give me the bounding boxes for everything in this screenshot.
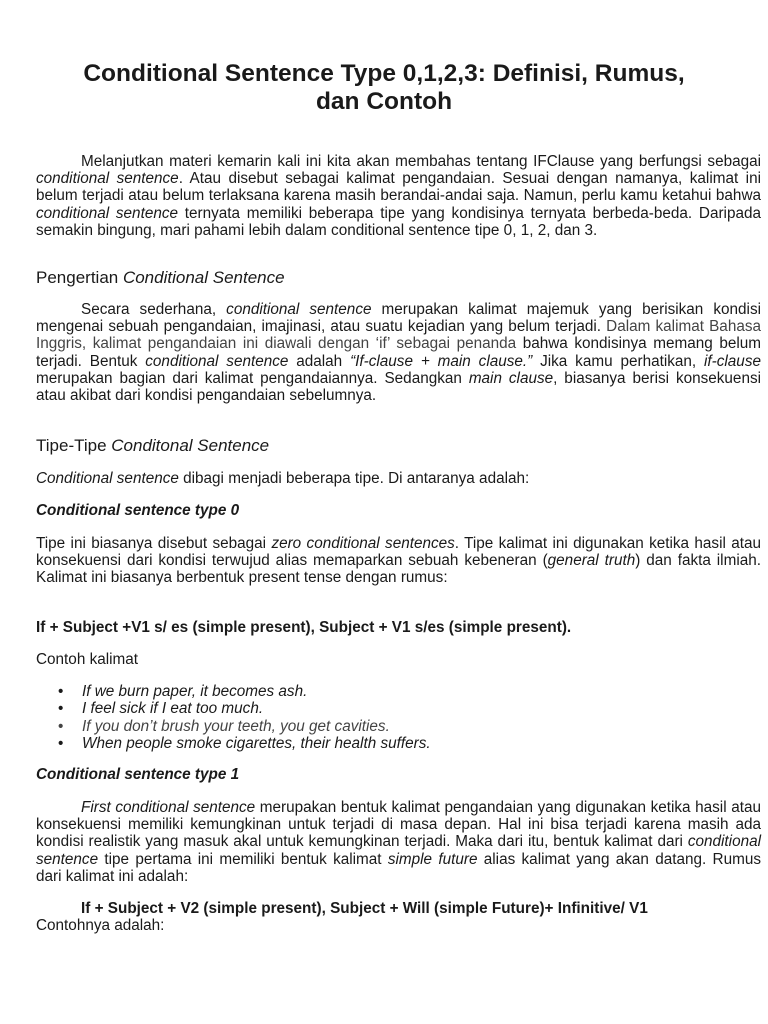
type1-examples-label: Contohnya adalah: xyxy=(36,917,165,934)
bullet-icon: • xyxy=(58,683,64,700)
page-title-line2: dan Contoh xyxy=(315,88,453,115)
intro-text-1: Melanjutkan materi kemarin kali ini kita akan membahas tentang IFClause yang berfungsi sebagai xyxy=(81,153,761,170)
page-title xyxy=(30,60,738,116)
list-item: • When people smoke cigarettes, their health suffers. xyxy=(58,734,431,752)
type1-description: First conditional sentence merupakan bentuk kalimat pengandaian yang digunakan ketika hasil atau konsekuensi memiliki kemungkinan untuk terjadi di masa depan. Hal ini bisa terjadi karena masih ada kondisi realistik yang masuk akal untuk kemungkinan terjadi. Maka dari itu, bentuk kalimat dari conditional sentence tipe pertama ini memiliki bentuk kalimat simple future alias kalimat yang akan datang. Rumus dari kalimat ini adalah: xyxy=(36,799,761,885)
type1-formula: If + Subject + V2 (simple present), Subject + Will (simple Future)+ Infinitive/ V1 xyxy=(81,900,648,917)
intro-emphasis-2: conditional sentence xyxy=(36,204,178,222)
tipe-intro: Conditional sentence dibagi menjadi beberapa tipe. Di antaranya adalah: xyxy=(36,470,530,487)
bullet-icon: • xyxy=(58,700,64,718)
type0-examples-list xyxy=(36,683,431,752)
section-heading-pengertian: Pengertian Conditional Sentence xyxy=(36,268,285,287)
intro-paragraph xyxy=(36,153,761,239)
type0-heading: Conditional sentence type 0 xyxy=(36,502,240,519)
page-title-line1: Conditional Sentence Type 0,1,2,3: Definisi, Rumus, xyxy=(83,60,685,87)
intro-text-2: . Atau disebut sebagai kalimat pengandaian. Sesuai dengan namanya, kalimat ini belum terjadi atau belum terlaksana karena masih berandai-andai saja. Namun, perlu kamu ketahui bahwa xyxy=(36,170,761,205)
intro-text-3: ternyata memiliki beberapa tipe yang kondisinya ternyata berbeda-beda. Daripada semakin bingung, mari pahami lebih dalam conditional sentence tipe 0, 1, 2, dan 3. xyxy=(36,204,761,239)
type0-description: Tipe ini biasanya disebut sebagai zero conditional sentences. Tipe kalimat ini digunakan ketika hasil atau konsekuensi dari kondisi terwujud alias memaparkan sebuah kebeneran (general truth) dan fakta ilmiah. Kalimat ini biasanya berbentuk present tense dengan rumus: xyxy=(36,535,761,587)
list-item: • If we burn paper, it becomes ash. xyxy=(58,683,308,700)
type0-examples-label: Contoh kalimat xyxy=(36,651,139,668)
section-heading-tipe: Tipe-Tipe Conditonal Sentence xyxy=(36,436,270,455)
list-item: • I feel sick if I eat too much. xyxy=(58,700,264,718)
bullet-icon: • xyxy=(58,734,64,752)
type1-heading: Conditional sentence type 1 xyxy=(36,766,240,783)
list-item: • If you don’t brush your teeth, you get cavities. xyxy=(58,717,390,735)
intro-emphasis-1: conditional sentence xyxy=(36,170,179,188)
pengertian-paragraph: Secara sederhana, conditional sentence merupakan kalimat majemuk yang berisikan kondisi mengenai sebuah pengandaian, imajinasi, atau suatu kejadian yang belum terjadi. Dalam kalimat Bahasa Inggris, kalimat pengandaian ini diawali dengan ‘if’ sebagai penanda bahwa kondisinya memang belum terjadi. Bentuk conditional sentence adalah “If-clause + main clause.” Jika kamu perhatikan, if-clause merupakan bagian dari kalimat pengandaiannya. Sedangkan main clause, biasanya berisi konsekuensi atau akibat dari kondisi pengandaian sebelumnya. xyxy=(36,301,761,405)
type0-formula: If + Subject +V1 s/ es (simple present), Subject + V1 s/es (simple present). xyxy=(36,619,572,636)
bullet-icon: • xyxy=(58,717,64,735)
